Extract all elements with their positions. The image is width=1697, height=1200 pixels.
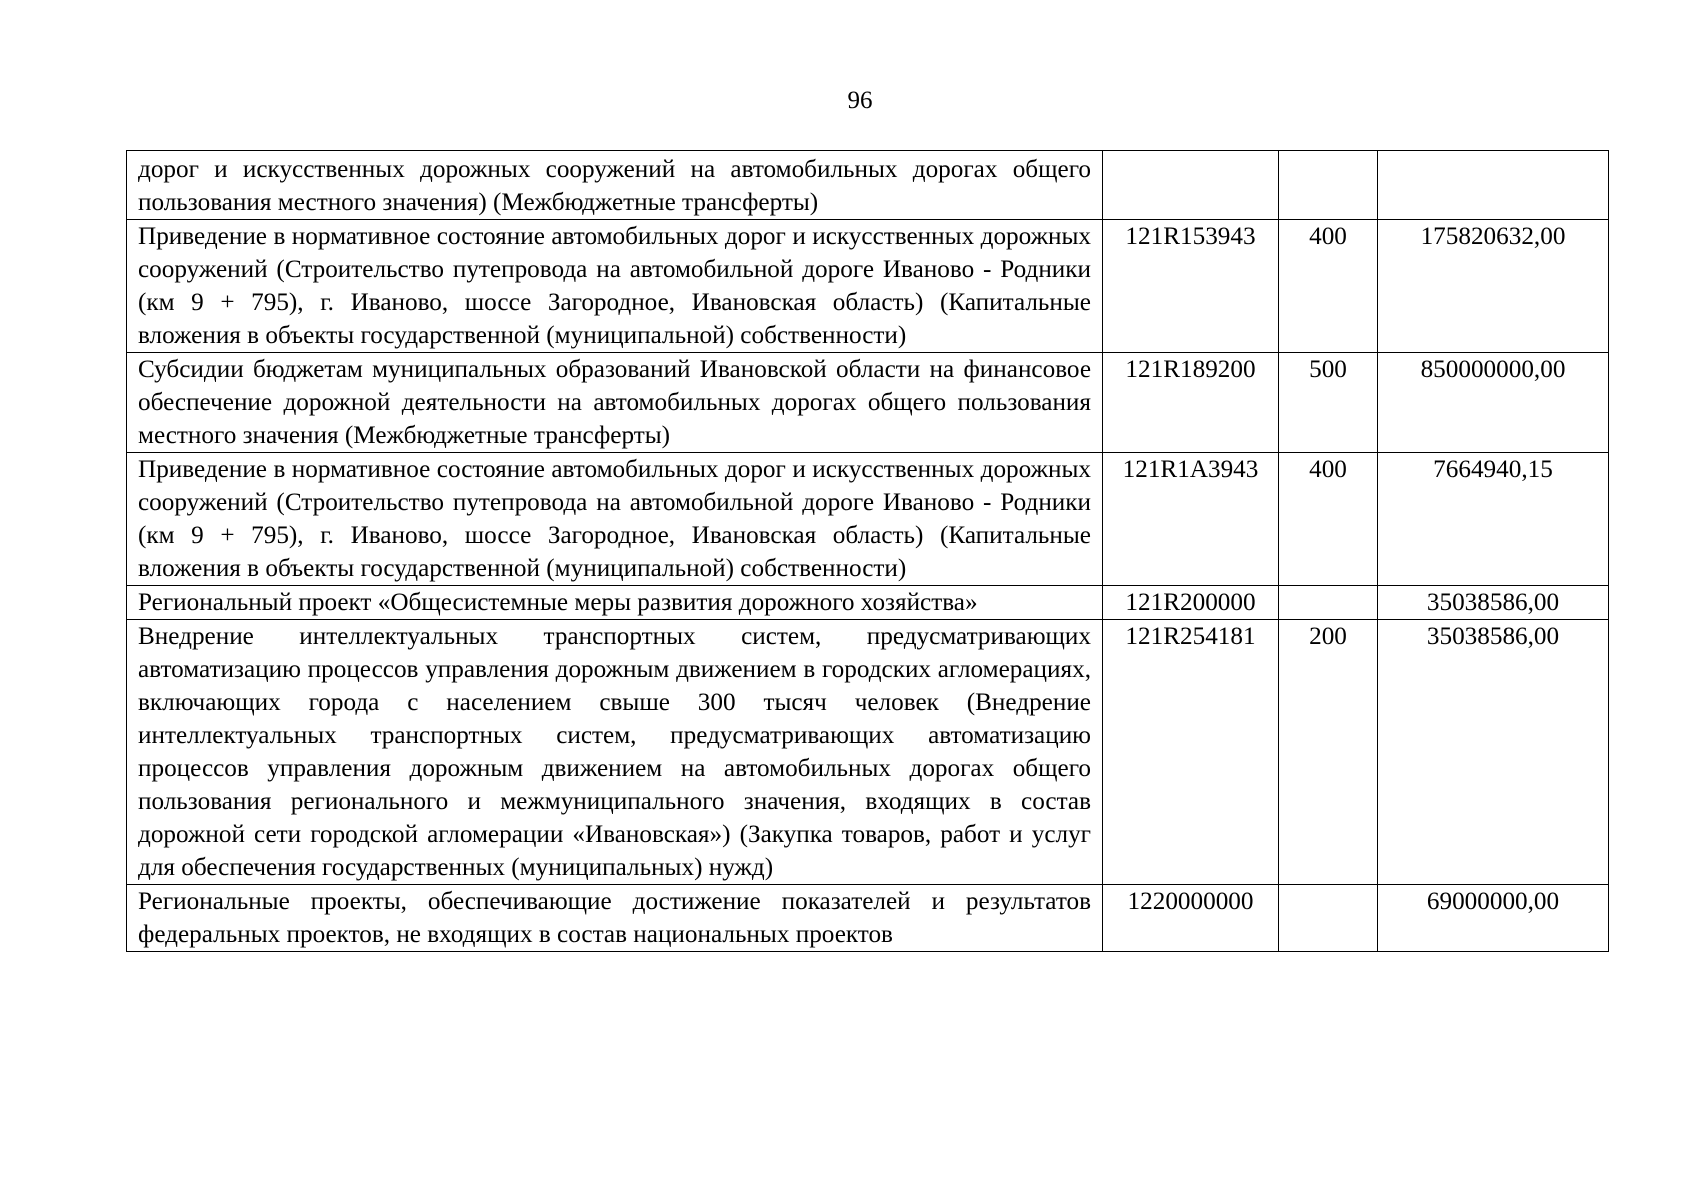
table-row — [127, 586, 1609, 620]
table-row — [127, 885, 1609, 952]
row-description: Региональный проект «Общесистемные меры развития дорожного хозяйства» — [127, 586, 1103, 620]
table-row — [127, 151, 1609, 220]
row-description: Приведение в нормативное состояние автомобильных дорог и искусственных дорожных сооружений (Строительство путепровода на автомобильной дороге Иваново - Родники (км 9 + 795), г. Иваново, шоссе Загородное, Ивановская область) (Капитальные вложения в объекты государственной (муниципальной) собственности) — [127, 220, 1103, 353]
row-expense-type: 400 — [1279, 220, 1378, 353]
row-target-code: 1220000000 — [1103, 885, 1279, 952]
row-description: Внедрение интеллектуальных транспортных систем, предусматривающих автоматизацию процессов управления дорожным движением в городских агломерациях, включающих города с населением свыше 300 тысяч человек (Внедрение интеллектуальных транспортных систем, предусматривающих автоматизацию процессов управления дорожным движением на автомобильных дорогах общего пользования регионального и межмуниципального значения, входящих в состав дорожной сети городской агломерации «Ивановская») (Закупка товаров, работ и услуг для обеспечения государственных (муниципальных) нужд) — [127, 620, 1103, 885]
row-target-code: 121R200000 — [1103, 586, 1279, 620]
row-expense-type: 400 — [1279, 453, 1378, 586]
row-expense-type: 500 — [1279, 353, 1378, 453]
row-amount: 850000000,00 — [1378, 353, 1609, 453]
row-amount: 69000000,00 — [1378, 885, 1609, 952]
row-description: Субсидии бюджетам муниципальных образований Ивановской области на финансовое обеспечение дорожной деятельности на автомобильных дорогах общего пользования местного значения (Межбюджетные трансферты) — [127, 353, 1103, 453]
row-expense-type — [1279, 151, 1378, 220]
table-row — [127, 220, 1609, 353]
row-amount: 175820632,00 — [1378, 220, 1609, 353]
row-target-code — [1103, 151, 1279, 220]
row-expense-type — [1279, 586, 1378, 620]
row-expense-type: 200 — [1279, 620, 1378, 885]
row-amount: 35038586,00 — [1378, 620, 1609, 885]
row-target-code: 121R254181 — [1103, 620, 1279, 885]
row-target-code: 121R153943 — [1103, 220, 1279, 353]
table-row — [127, 620, 1609, 885]
row-description: Приведение в нормативное состояние автомобильных дорог и искусственных дорожных сооружений (Строительство путепровода на автомобильной дороге Иваново - Родники (км 9 + 795), г. Иваново, шоссе Загородное, Ивановская область) (Капитальные вложения в объекты государственной (муниципальной) собственности) — [127, 453, 1103, 586]
row-target-code: 121R189200 — [1103, 353, 1279, 453]
page-number: 96 — [847, 87, 873, 114]
row-amount: 7664940,15 — [1378, 453, 1609, 586]
row-description: дорог и искусственных дорожных сооружений на автомобильных дорогах общего пользования местного значения) (Межбюджетные трансферты) — [127, 151, 1103, 220]
budget-table — [126, 150, 1609, 952]
row-description: Региональные проекты, обеспечивающие достижение показателей и результатов федеральных проектов, не входящих в состав национальных проектов — [127, 885, 1103, 952]
row-amount: 35038586,00 — [1378, 586, 1609, 620]
table-row — [127, 353, 1609, 453]
row-expense-type — [1279, 885, 1378, 952]
row-amount — [1378, 151, 1609, 220]
table-row — [127, 453, 1609, 586]
row-target-code: 121R1A3943 — [1103, 453, 1279, 586]
